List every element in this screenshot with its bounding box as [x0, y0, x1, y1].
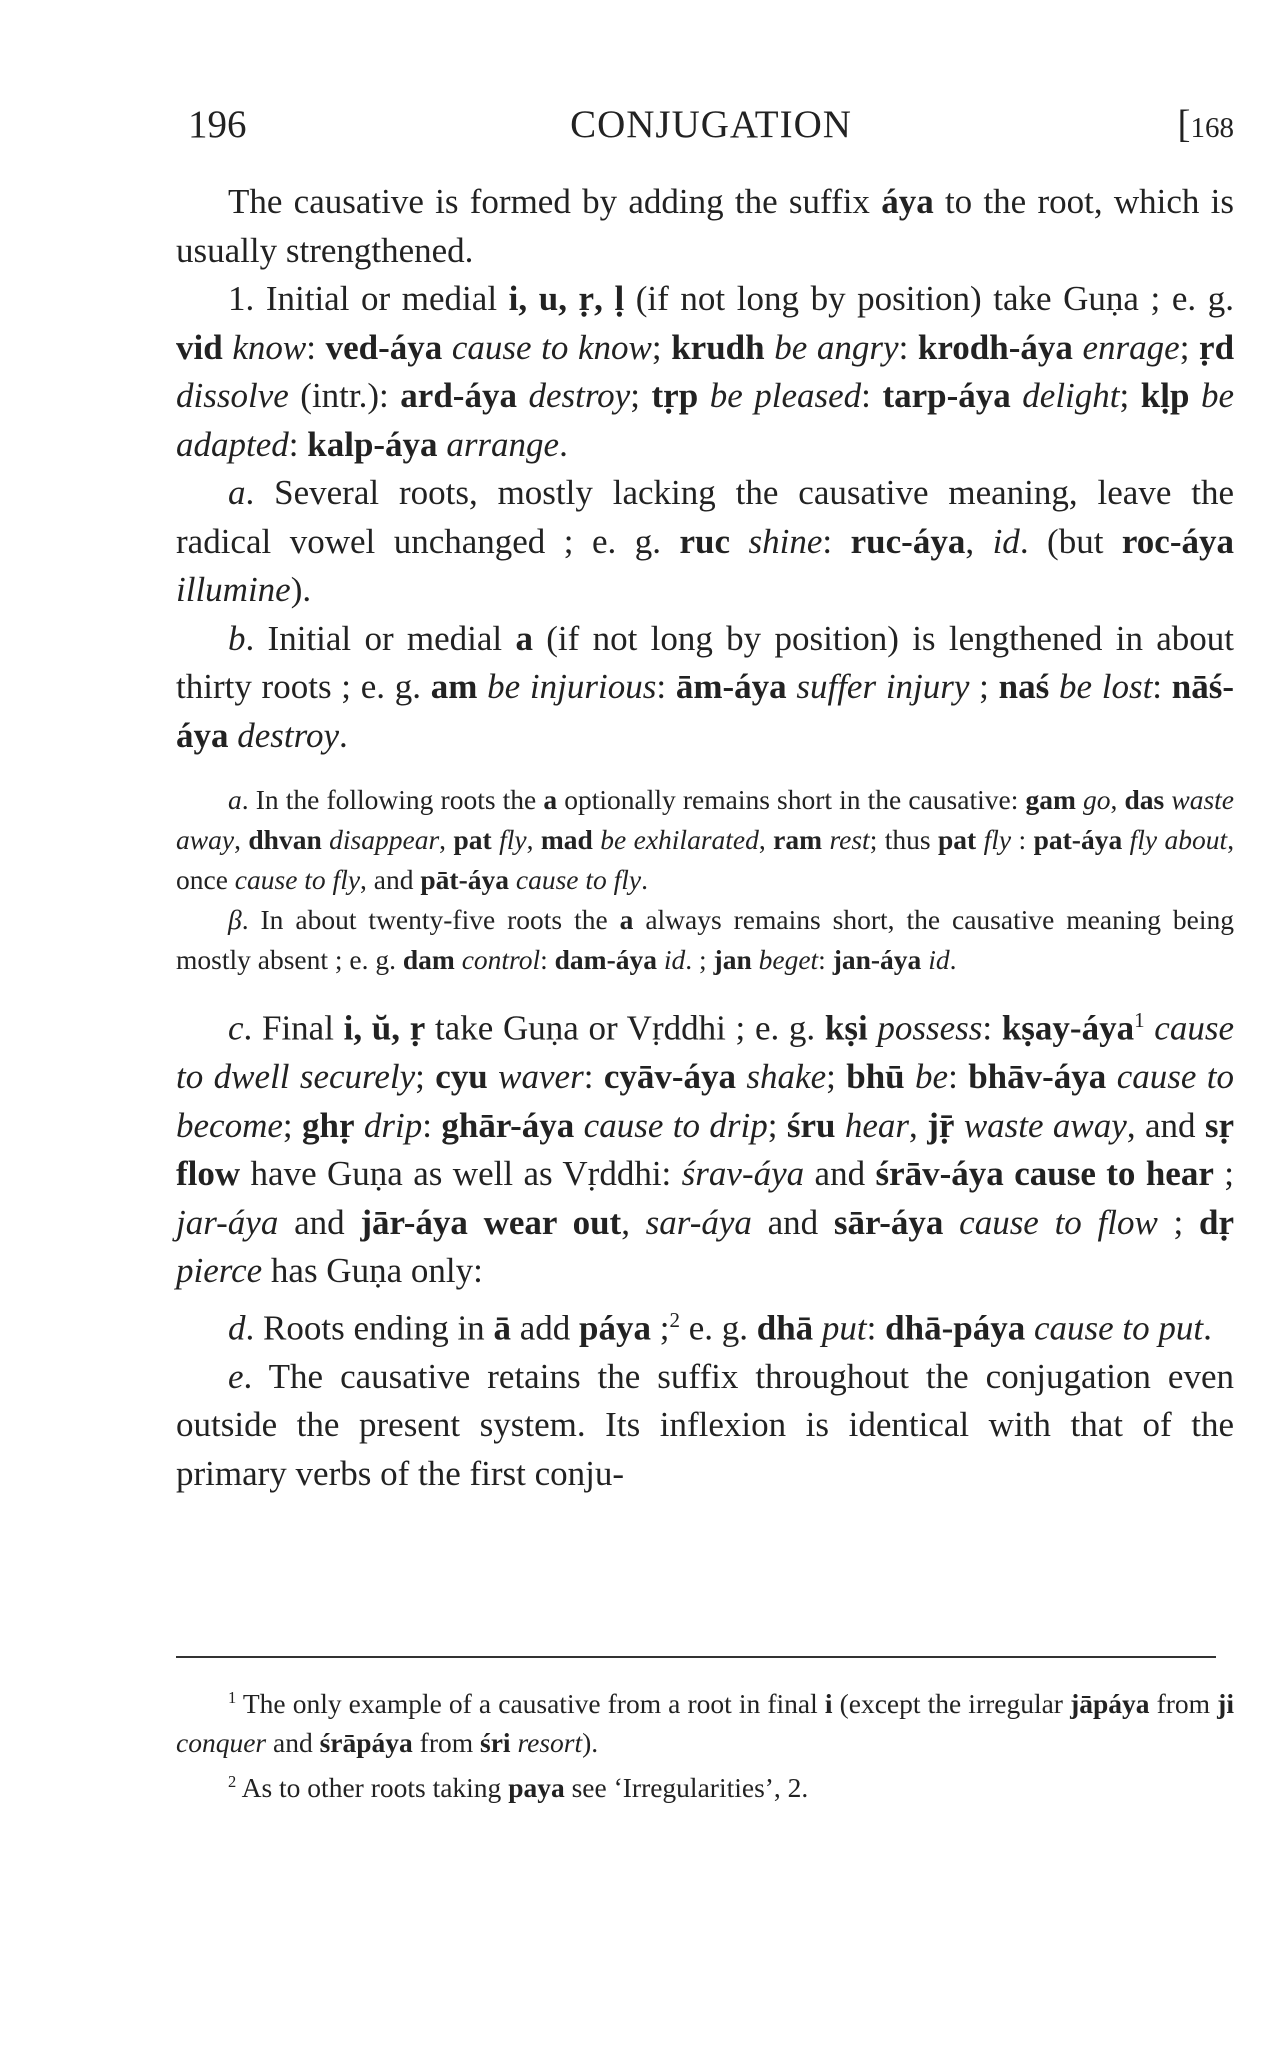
- paragraph-alpha: a. In the following roots the a optionally remains short in the causative: gam go, das waste away, dhvan disappear, pat fly, mad be exhilarated, ram rest; thus pat fly : pat-áya fly about, once cause to fly, and pāt-áya cause to fly.: [176, 784, 1235, 895]
- paragraph-beta: β. In about twenty-five roots the a always remains short, the causative meaning being mostly absent ; e. g. dam control: dam-áya id. ; jan beget: jan-áya id.: [176, 904, 1235, 975]
- main-text: [176, 178, 1234, 1498]
- footnote-1: $^1$ The only example of a causative from a root in final i (except the irregular jāpáya from ji conquer and śrāpáya from śri resort).: [176, 1688, 1234, 1759]
- footnotes: [176, 1678, 1234, 1807]
- paragraph-intro: The causative is formed by adding the suffix áya to the root, which is usually strengthened.: [176, 182, 1234, 270]
- section-marker: [168: [1177, 103, 1234, 146]
- paragraph-c: c. Final i, ŭ, ṛ take Guṇa or Vṛddhi ; e. g. kṣi possess: kṣay-áya$^1$ cause to dwell securely; cyu waver: cyāv-áya shake; bhū be: bhāv-áya cause to become; ghṛ drip: ghār-áya cause to drip; śru hear, jṝ waste away, and sṛ flow have Guṇa as well as Vṛddhi: śrav-áya and śrāv-áya cause to hear ; jar-áya and jār-áya wear out, sar-áya and sār-áya cause to flow ; dṛ pierce has Guṇa only:: [176, 1008, 1235, 1291]
- paragraph-e: e. The causative retains the suffix throughout the conjugation even outside the present system. Its inflexion is identical with that of the primary verbs of the first conju-: [176, 1356, 1234, 1493]
- section-number: 168: [1190, 112, 1234, 144]
- footnote-rule: [176, 1656, 1216, 1658]
- paragraph-b: b. Initial or medial a (if not long by position) is lengthened in about thirty roots ; e. g. am be injurious: ām-áya suffer injury ; naś be lost: nāś-áya destroy.: [176, 618, 1235, 755]
- paragraph-a: a. Several roots, mostly lacking the causative meaning, leave the radical vowel unchanged ; e. g. ruc shine: ruc-áya, id. (but roc-áya illumine).: [176, 473, 1234, 609]
- footnote-2: $^2$ As to other roots taking paya see ‘Irregularities’, 2.: [228, 1772, 809, 1804]
- page-number: 196: [188, 103, 247, 146]
- running-title: CONJUGATION: [570, 103, 852, 146]
- running-header: [188, 100, 1234, 150]
- paragraph-d: d. Roots ending in ā add páya ;$^2$ e. g. dhā put: dhā-páya cause to put.: [228, 1307, 1212, 1348]
- paragraph-rule-1: 1. Initial or medial i, u, ṛ, ḷ (if not long by position) take Guṇa ; e. g. vid know: ved-áya cause to know; krudh be angry: krodh-áya enrage; ṛd dissolve (intr.): ard-áya destroy; tṛp be pleased: tarp-áya delight; kḷp be adapted: kalp-áya arrange.: [176, 279, 1235, 464]
